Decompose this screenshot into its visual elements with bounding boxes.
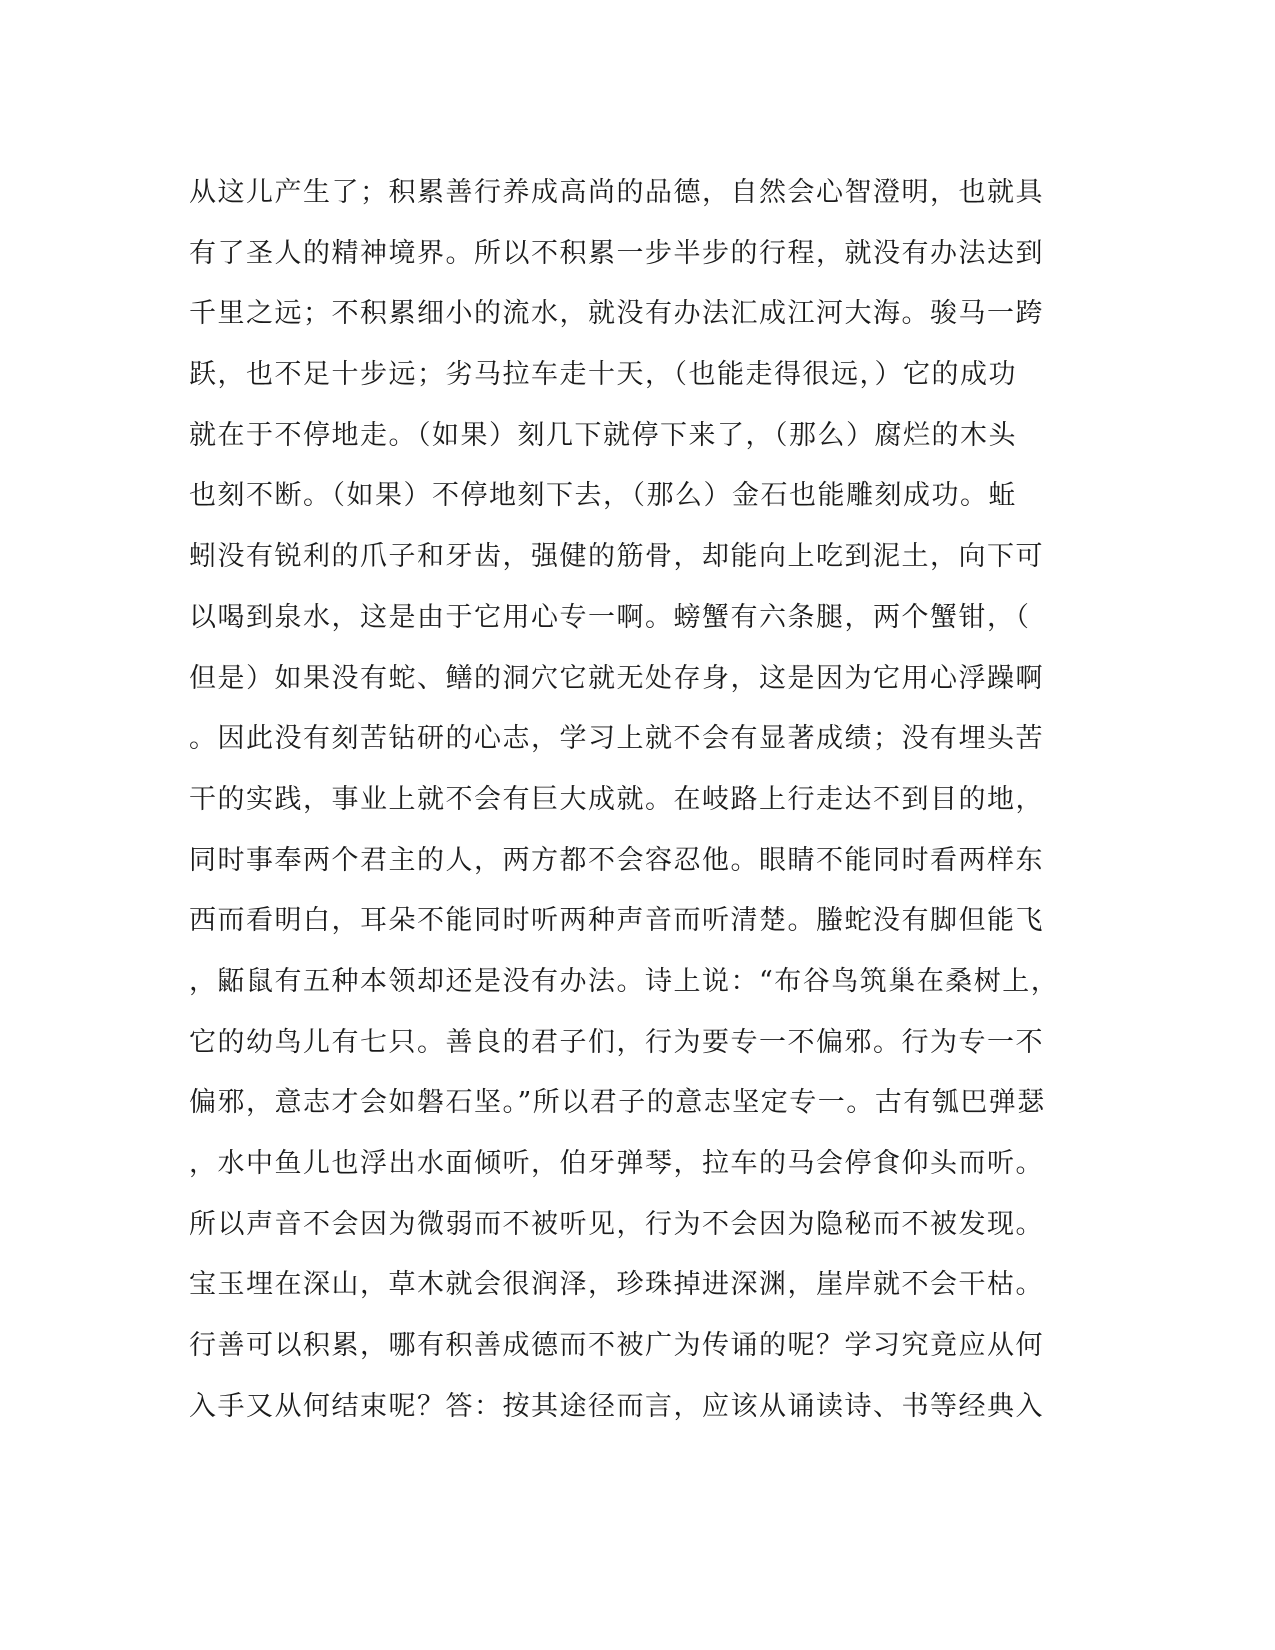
text-line: 也刻不断。（如果）不停地刻下去，（那么）金石也能雕刻成功。蚯 xyxy=(189,480,1017,512)
text-line: 就在于不停地走。（如果）刻几下就停下来了，（那么）腐烂的木头 xyxy=(189,419,1017,451)
text-line: 蚓没有锐利的爪子和牙齿，强健的筋骨，却能向上吃到泥土，向下可 xyxy=(189,541,1044,573)
text-line: 所以声音不会因为微弱而不被听见，行为不会因为隐秘而不被发现。 xyxy=(189,1208,1044,1240)
text-line: 干的实践，事业上就不会有巨大成就。在岐路上行走达不到目的地， xyxy=(189,783,1044,815)
text-line: 千里之远；不积累细小的流水，就没有办法汇成江河大海。骏马一跨 xyxy=(189,298,1044,330)
text-line: 它的幼鸟儿有七只。善良的君子们，行为要专一不偏邪。行为专一不 xyxy=(189,1026,1044,1058)
text-line: ，水中鱼儿也浮出水面倾听，伯牙弹琴，拉车的马会停食仰头而听。 xyxy=(189,1148,1044,1179)
text-line: 同时事奉两个君主的人，两方都不会容忍他。眼睛不能同时看两样东 xyxy=(189,844,1044,876)
text-line: 跃，也不足十步远；劣马拉车走十天，（也能走得很远，）它的成功 xyxy=(189,359,1017,391)
text-line: 从这儿产生了；积累善行养成高尚的品德，自然会心智澄明，也就具 xyxy=(189,177,1044,208)
body-text xyxy=(189,163,1069,1437)
text-line: 行善可以积累，哪有积善成德而不被广为传诵的呢？学习究竟应从何 xyxy=(189,1330,1044,1362)
text-line: 偏邪，意志才会如磐石坚。”所以君子的意志坚定专一。古有瓠巴弹瑟 xyxy=(189,1087,1046,1119)
text-line: 有了圣人的精神境界。所以不积累一步半步的行程，就没有办法达到 xyxy=(189,237,1044,269)
text-line: 以喝到泉水，这是由于它用心专一啊。螃蟹有六条腿，两个蟹钳，（ xyxy=(189,601,1031,633)
text-line: 入手又从何结束呢？答：按其途径而言，应该从诵读诗、书等经典入 xyxy=(189,1390,1044,1422)
text-line: ，鼫鼠有五种本领却还是没有办法。诗上说：“布谷鸟筑巢在桑树上， xyxy=(189,965,1060,997)
text-line: 西而看明白，耳朵不能同时听两种声音而听清楚。螣蛇没有脚但能飞 xyxy=(189,905,1044,937)
text-line: 但是）如果没有蛇、鳝的洞穴它就无处存身，这是因为它用心浮躁啊 xyxy=(189,662,1044,694)
text-line: 宝玉埋在深山，草木就会很润泽，珍珠掉进深渊，崖岸就不会干枯。 xyxy=(189,1269,1044,1301)
text-line: 。因此没有刻苦钻研的心志，学习上就不会有显著成绩；没有埋头苦 xyxy=(189,723,1044,755)
